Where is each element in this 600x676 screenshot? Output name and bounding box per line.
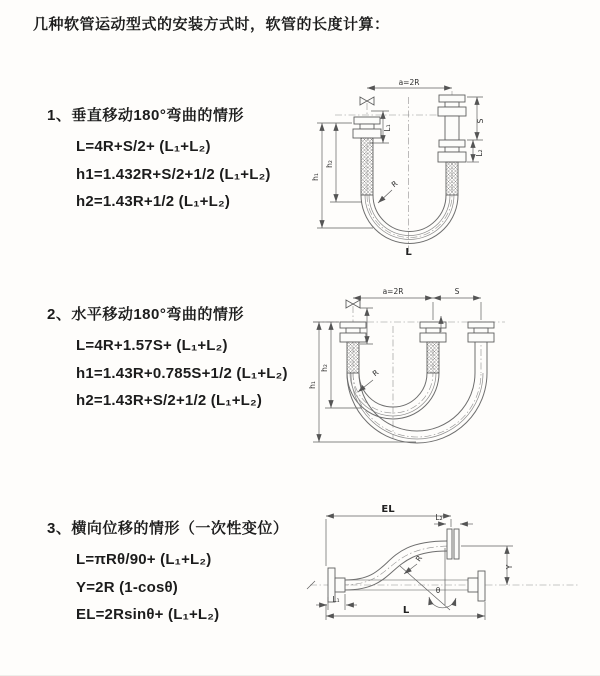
dim-label-a2r: a=2R xyxy=(382,287,404,296)
dim-label-l1: L₁ xyxy=(332,595,340,604)
shifted-end-fitting xyxy=(468,322,494,342)
section-lateral-displacement xyxy=(47,517,288,629)
straight-hose-position xyxy=(345,571,485,601)
left-end-fitting xyxy=(353,97,381,195)
diagram-lateral-displacement xyxy=(298,498,600,648)
page-title: 几种软管运动型式的安装方式时，软管的长度计算： xyxy=(33,16,390,33)
dim-label-s: S xyxy=(454,287,460,296)
dim-label-theta: θ xyxy=(435,586,441,595)
dim-label-l1: L₁ xyxy=(383,124,392,132)
section-1-heading: 1、垂直移动180°弯曲的情形 xyxy=(47,107,244,124)
dim-label-h1: h₁ xyxy=(311,173,320,181)
diagram-vertical-180-bend xyxy=(305,73,600,258)
dim-label-l: L xyxy=(405,247,412,258)
formula-h1: h1=1.43R+0.785S+1/2 (L₁+L₂) xyxy=(76,364,288,382)
formula-l: L=πRθ/90+ (L₁+L₂) xyxy=(76,551,212,568)
dim-label-el: EL xyxy=(381,504,395,515)
diagram-horizontal-180-bend xyxy=(305,278,600,463)
dim-label-h2: h₂ xyxy=(325,160,334,168)
hose-u-bend xyxy=(361,195,458,243)
formula-l: L=4R+1.57S+ (L₁+L₂) xyxy=(76,337,228,354)
centerlines xyxy=(307,546,580,589)
dim-label-y: Y xyxy=(505,564,514,570)
formula-h2: h2=1.43R+1/2 (L₁+L₂) xyxy=(76,193,231,210)
dim-label-r: R xyxy=(370,367,381,379)
dim-label-h2: h₂ xyxy=(320,364,329,372)
formula-el: EL=2Rsinθ+ (L₁+L₂) xyxy=(76,606,220,623)
dim-label-r: R xyxy=(413,553,425,564)
formula-h1: h1=1.432R+S/2+1/2 (L₁+L₂) xyxy=(76,165,271,183)
section-horizontal-movement xyxy=(47,303,288,415)
dim-label-a2r: a=2R xyxy=(398,78,420,87)
hose-u-bends xyxy=(347,342,487,443)
dim-label-l2: L₂ xyxy=(475,149,484,157)
section-3-heading: 3、横向位移的情形（一次性变位） xyxy=(47,520,289,537)
section-2-heading: 2、水平移动180°弯曲的情形 xyxy=(47,306,244,323)
middle-end-fitting xyxy=(420,322,446,373)
dimensions xyxy=(313,298,481,442)
formula-y: Y=2R (1-cosθ) xyxy=(76,578,178,596)
dim-label-r: R xyxy=(389,178,400,190)
section-vertical-movement xyxy=(47,104,271,216)
dim-label-l2: L₂ xyxy=(435,513,443,522)
dim-label-l: L xyxy=(402,605,410,616)
right-end-fitting xyxy=(438,95,466,195)
dim-label-s: S xyxy=(476,118,485,124)
dimensions xyxy=(316,516,513,620)
dim-label-h1: h₁ xyxy=(308,381,317,389)
formula-h2: h2=1.43R+S/2+1/2 (L₁+L₂) xyxy=(76,392,263,409)
formula-l: L=4R+S/2+ (L₁+L₂) xyxy=(76,138,211,155)
displaced-hose-s-curve xyxy=(345,529,459,590)
